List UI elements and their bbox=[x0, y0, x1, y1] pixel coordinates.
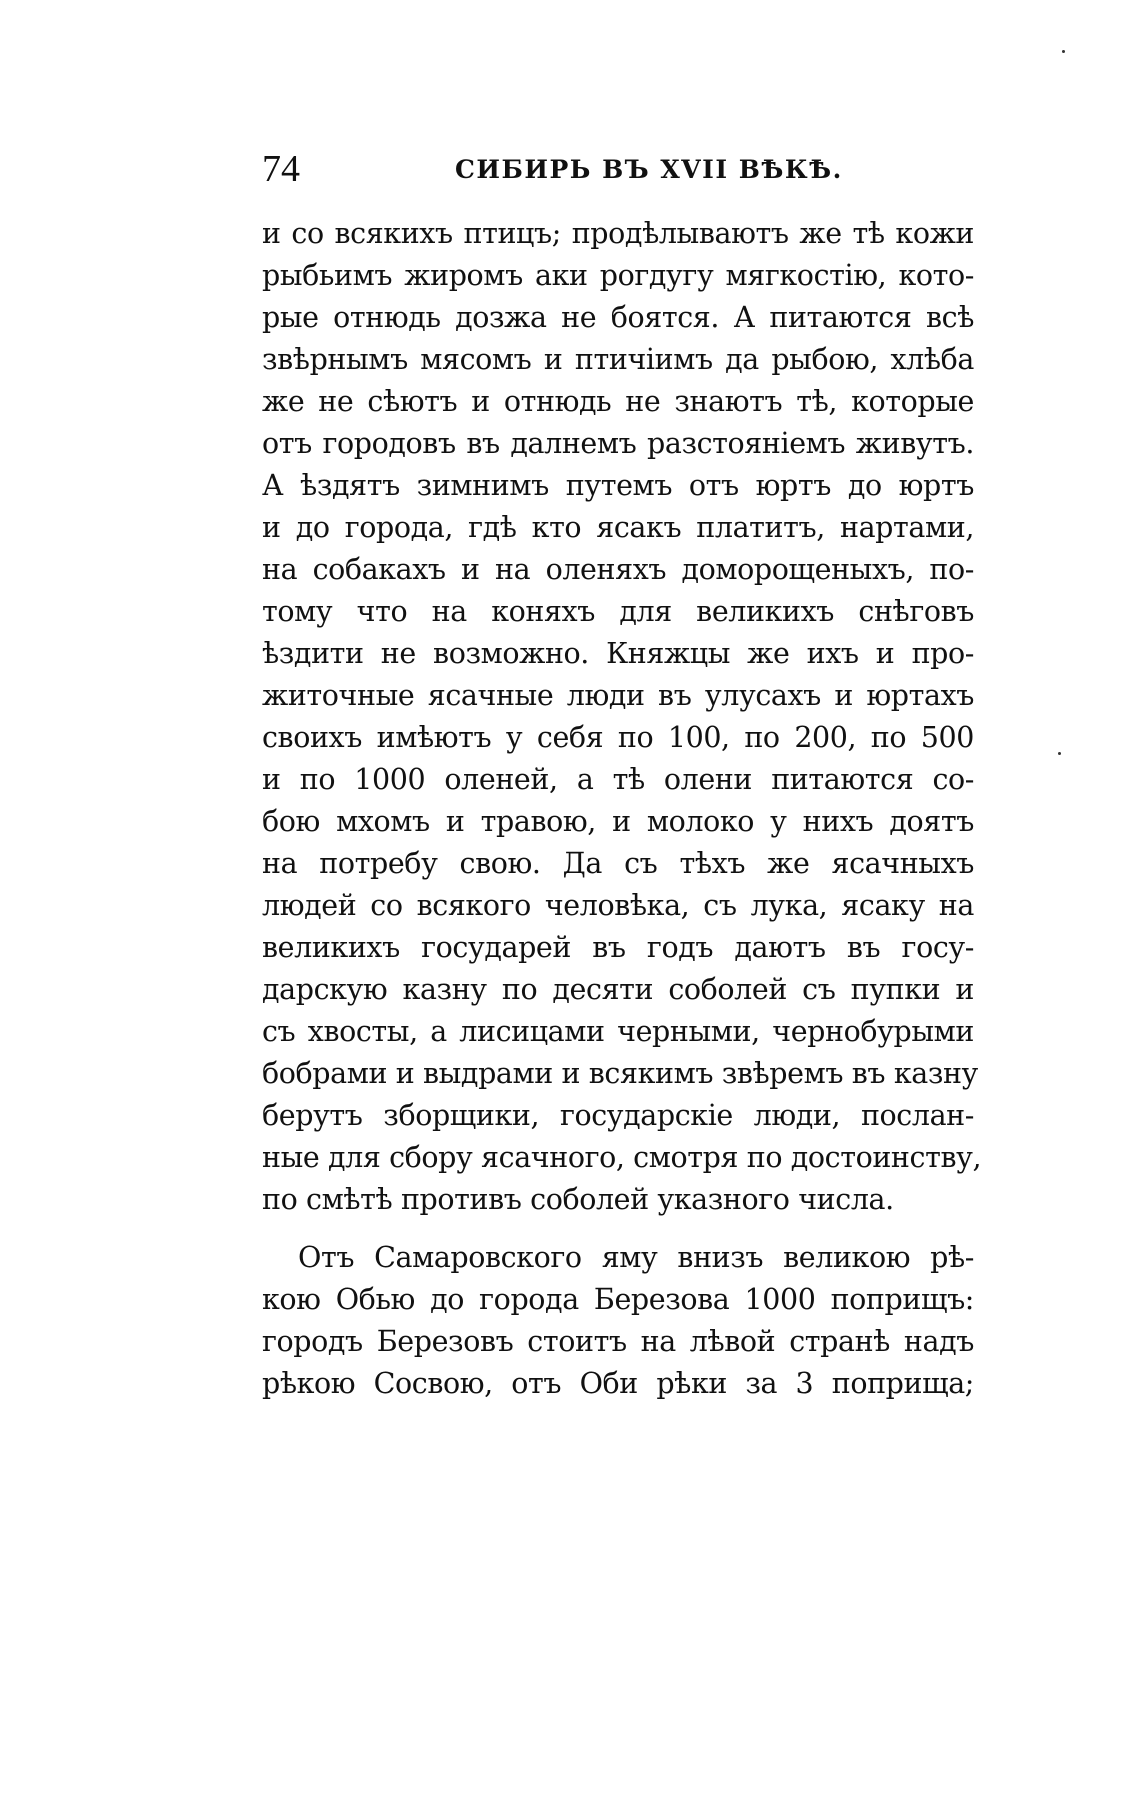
paragraph-1 bbox=[262, 213, 982, 1221]
text-line: и по 1000 оленей, а тѣ олени питаются со- bbox=[262, 763, 974, 796]
text-line: рѣкою Сосвою, отъ Оби рѣки за 3 поприща; bbox=[262, 1367, 974, 1400]
text-line: дарскую казну по десяти соболей съ пупки и bbox=[262, 973, 974, 1006]
text-line: и со всякихъ птицъ; продѣлываютъ же тѣ кожи bbox=[262, 217, 974, 250]
page-header bbox=[262, 146, 970, 192]
text-line: же не сѣютъ и отнюдь не знаютъ тѣ, которые bbox=[262, 385, 974, 418]
text-line: рые отнюдь дозжа не боятся. А питаются всѣ bbox=[262, 301, 974, 334]
text-line: кою Обью до города Березова 1000 поприщъ: bbox=[262, 1283, 974, 1316]
text-line: берутъ зборщики, государскіе люди, послан- bbox=[262, 1099, 974, 1132]
text-line: звѣрнымъ мясомъ и птичіимъ да рыбою, хлѣба bbox=[262, 343, 974, 376]
text-line: Отъ Самаровского яму внизъ великою рѣ- bbox=[298, 1241, 974, 1274]
text-line: отъ городовъ въ далнемъ разстояніемъ живутъ. bbox=[262, 427, 974, 460]
scan-speck bbox=[1062, 50, 1065, 53]
text-line: на потребу свою. Да съ тѣхъ же ясачныхъ bbox=[262, 847, 974, 880]
text-line: городъ Березовъ стоитъ на лѣвой странѣ надъ bbox=[262, 1325, 974, 1358]
text-line: бою мхомъ и травою, и молоко у нихъ доятъ bbox=[262, 805, 974, 838]
text-line: ные для сбору ясачного, смотря по достоинству, bbox=[262, 1141, 982, 1174]
text-line: бобрами и выдрами и всякимъ звѣремъ въ казну bbox=[262, 1057, 978, 1090]
page-number: 74 bbox=[262, 148, 300, 190]
text-line: великихъ государей въ годъ даютъ въ госу- bbox=[262, 931, 974, 964]
text-line: и до города, гдѣ кто ясакъ платитъ, нартами, bbox=[262, 511, 974, 544]
text-line: рыбьимъ жиромъ аки рогдугу мягкостію, кото- bbox=[262, 259, 974, 292]
text-line: тому что на коняхъ для великихъ снѣговъ bbox=[262, 595, 974, 628]
text-line: съ хвосты, а лисицами черными, чернобурыми bbox=[262, 1015, 974, 1048]
text-line: людей со всякого человѣка, съ лука, ясаку на bbox=[262, 889, 974, 922]
text-line: по смѣтѣ противъ соболей указного числа. bbox=[262, 1183, 894, 1216]
text-line: житочные ясачные люди въ улусахъ и юртахъ bbox=[262, 679, 974, 712]
text-line: ѣздити не возможно. Княжцы же ихъ и про- bbox=[262, 637, 974, 670]
paragraph-gap bbox=[262, 1221, 974, 1237]
scan-speck bbox=[1058, 752, 1061, 755]
text-line: на собакахъ и на оленяхъ доморощеныхъ, по- bbox=[262, 553, 974, 586]
body-text bbox=[262, 213, 982, 1405]
text-line: А ѣздятъ зимнимъ путемъ отъ юртъ до юртъ bbox=[262, 469, 974, 502]
running-head: СИБИРЬ ВЪ XVII ВѢКѢ. bbox=[455, 155, 843, 184]
text-line: своихъ имѣютъ у себя по 100, по 200, по 500 bbox=[262, 721, 974, 754]
paragraph-2 bbox=[262, 1237, 974, 1405]
